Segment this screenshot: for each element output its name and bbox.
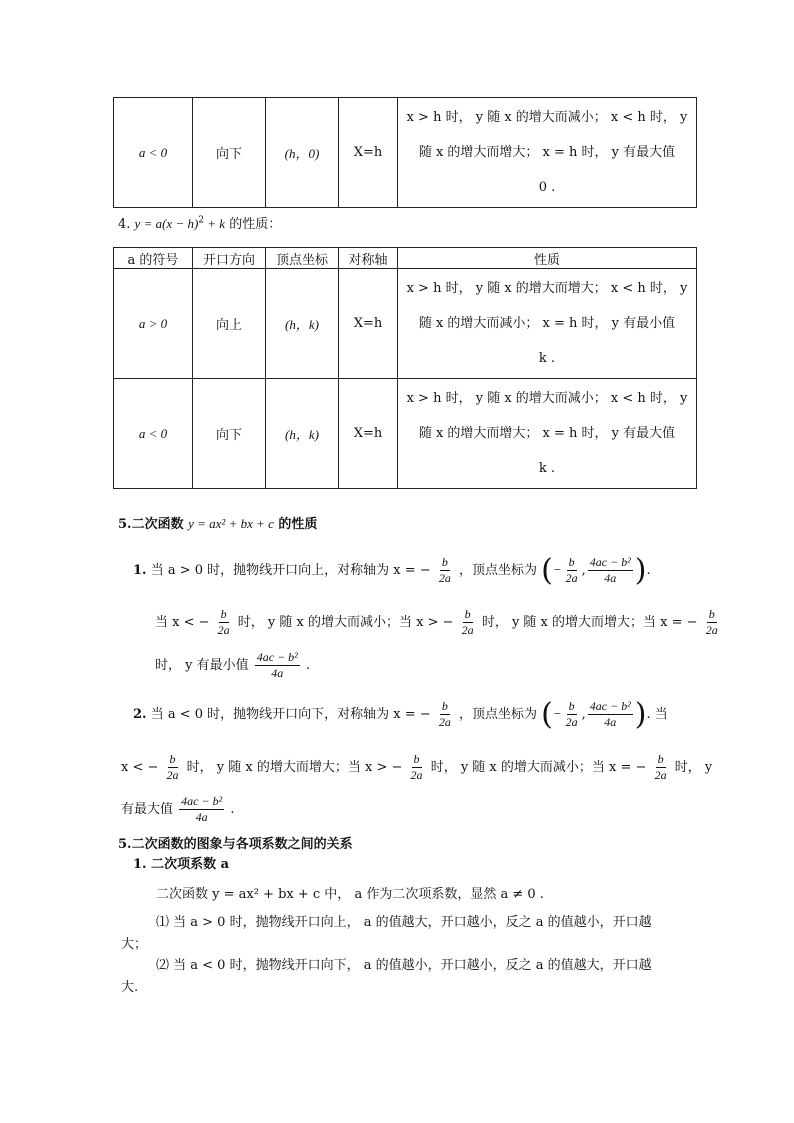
- numerator: b: [169, 752, 176, 766]
- text-run: 当 x < −: [155, 615, 210, 630]
- table-row: [114, 98, 697, 208]
- denominator: 4a: [271, 666, 284, 680]
- text-run: 时， y 随 x 的增大而减小；当 x = −: [430, 760, 647, 775]
- denominator: 2a: [438, 571, 451, 585]
- properties-cell: [398, 98, 697, 208]
- axis-cell: X=h: [339, 379, 398, 489]
- text-run: 时， y: [674, 760, 713, 775]
- formula-exponent: 2: [198, 215, 205, 226]
- fraction: [179, 794, 224, 825]
- denominator: 2a: [565, 715, 578, 729]
- paragraph: 二次函数 y = ax² + bx + c 中， a 作为二次项系数，显然 a ≠ 0 .: [156, 887, 544, 902]
- fraction: [588, 699, 633, 730]
- paragraph-line: 大.: [121, 980, 139, 995]
- denominator: 4a: [604, 715, 617, 729]
- header-sign: a 的符号: [114, 248, 193, 269]
- denominator: 4a: [195, 810, 208, 824]
- text-run: ，顶点坐标为: [458, 563, 537, 578]
- item-2-line-2: [121, 752, 712, 783]
- header-axis: 对称轴: [339, 248, 398, 269]
- header-direction: 开口方向: [193, 248, 266, 269]
- text-run: 当 a > 0 时，抛物线开口向上，对称轴为 x = −: [150, 563, 431, 578]
- denominator: 2a: [461, 623, 474, 637]
- section-5-title: [118, 513, 317, 532]
- properties-line: 随 x 的增大而增大； x = h 时， y 有最大值: [418, 426, 676, 441]
- item-number: 2.: [133, 707, 147, 722]
- text-run: 有最大值: [121, 802, 174, 817]
- item-number: 1.: [133, 563, 147, 578]
- denominator: 4a: [604, 571, 617, 585]
- paragraph: [121, 912, 681, 956]
- sign-cell: a < 0: [114, 98, 193, 208]
- axis-cell: X=h: [339, 269, 398, 379]
- title-formula: y = ax² + bx + c: [188, 516, 274, 531]
- denominator: 2a: [166, 768, 179, 782]
- numerator: b: [441, 699, 448, 713]
- section-label: 的性质：: [229, 217, 282, 232]
- denominator: 2a: [438, 715, 451, 729]
- fraction: [588, 555, 633, 586]
- denominator: 2a: [410, 768, 423, 782]
- properties-line: x > h 时， y 随 x 的增大而增大； x < h 时， y: [406, 281, 688, 296]
- text-run: 时， y 随 x 的增大而增大；当 x = −: [481, 615, 698, 630]
- item-1-line-2: [155, 607, 722, 638]
- denominator: 2a: [217, 623, 230, 637]
- text-run: .: [305, 658, 311, 673]
- paragraph-line: ⑵ 当 a < 0 时，抛物线开口向下， a 的值越小，开口越小，反之 a 的值越大，开口越: [156, 958, 652, 973]
- numerator: 4ac − b²: [181, 794, 223, 808]
- vertex-cell: (h，0): [266, 98, 339, 208]
- right-paren: ): [634, 553, 647, 588]
- properties-line: x > h 时， y 随 x 的增大而减小； x < h 时， y: [406, 110, 688, 125]
- paragraph: [121, 955, 681, 999]
- properties-line: 随 x 的增大而减小； x = h 时， y 有最小值: [418, 316, 676, 331]
- sign-cell: a > 0: [114, 269, 193, 379]
- fraction: [165, 752, 181, 783]
- properties-line: k .: [538, 461, 556, 476]
- title-prefix: 5.二次函数: [118, 517, 189, 532]
- axis-cell: X=h: [339, 98, 398, 208]
- properties-line: x > h 时， y 随 x 的增大而减小； x < h 时， y: [406, 391, 688, 406]
- vertex-form-formula: y = a(x − h): [134, 216, 199, 231]
- vertex-form-properties-table: [113, 247, 697, 489]
- fraction: [255, 650, 300, 681]
- title-suffix: 的性质: [273, 517, 318, 532]
- item-2-line-3: [121, 794, 234, 825]
- numerator: b: [220, 607, 227, 621]
- item-1-line-3: [155, 650, 310, 681]
- properties-line: 随 x 的增大而增大； x = h 时， y 有最大值: [418, 145, 676, 160]
- numerator: b: [568, 699, 575, 713]
- fraction: [437, 699, 453, 730]
- header-vertex: 顶点坐标: [266, 248, 339, 269]
- numerator: b: [708, 607, 715, 621]
- right-paren: ): [634, 697, 647, 732]
- properties-cell: [398, 379, 697, 489]
- table-row: [114, 379, 697, 489]
- sign-cell: a < 0: [114, 379, 193, 489]
- item-2-line-1: 2. 当 a < 0 时，抛物线开口向下，对称轴为 x = − $\frac{b}{2a}$ ，顶点坐标为 (− $\frac{b}{2a}$ , $\frac{\text{4ac − b²}}{4a}$ ). 当: [133, 697, 668, 732]
- denominator: 2a: [654, 768, 667, 782]
- fraction: [460, 607, 476, 638]
- numerator: 4ac − b²: [589, 699, 631, 713]
- direction-cell: 向下: [193, 98, 266, 208]
- text-run: . 当: [646, 707, 668, 722]
- paragraph-line: ⑴ 当 a > 0 时，抛物线开口向上， a 的值越大，开口越小，反之 a 的值越小，开口越: [156, 915, 652, 930]
- subsection-1-title: 1. 二次项系数 a: [133, 857, 230, 872]
- text-run: 时， y 随 x 的增大而减小；当 x > −: [237, 615, 454, 630]
- numerator: b: [464, 607, 471, 621]
- text-run: ，顶点坐标为: [458, 707, 537, 722]
- header-properties: 性质: [398, 248, 697, 269]
- section-4-heading: [118, 213, 281, 232]
- properties-cell: [398, 269, 697, 379]
- left-paren: (: [541, 553, 553, 588]
- direction-cell: 向下: [193, 379, 266, 489]
- section-5b-title: 5.二次函数的图象与各项系数之间的关系: [118, 837, 353, 852]
- fraction: [564, 699, 580, 730]
- numerator: 4ac − b²: [256, 650, 298, 664]
- paragraph-line: 大；: [121, 937, 148, 952]
- denominator: 2a: [565, 571, 578, 585]
- vertex-cell: (h，k): [266, 269, 339, 379]
- fraction: [704, 607, 720, 638]
- fraction: [216, 607, 232, 638]
- section-number: 4.: [118, 217, 131, 232]
- numerator: b: [568, 555, 575, 569]
- fraction: [409, 752, 425, 783]
- text-run: .: [230, 802, 235, 817]
- properties-table-continued: [113, 97, 697, 208]
- numerator: b: [657, 752, 664, 766]
- table-row: [114, 269, 697, 379]
- text-run: 时， y 有最小值: [155, 658, 249, 673]
- left-paren: (: [541, 697, 553, 732]
- text-run: 当 a < 0 时，抛物线开口向下，对称轴为 x = −: [150, 707, 431, 722]
- text-run: 时， y 随 x 的增大而增大；当 x > −: [186, 760, 403, 775]
- properties-line: k .: [538, 351, 556, 366]
- formula-tail: + k: [204, 216, 226, 231]
- numerator: b: [441, 555, 448, 569]
- vertex-cell: (h，k): [266, 379, 339, 489]
- fraction: [653, 752, 669, 783]
- fraction: [564, 555, 580, 586]
- denominator: 2a: [705, 623, 718, 637]
- numerator: b: [413, 752, 420, 766]
- table-header-row: [114, 248, 697, 269]
- item-1-line-1: 1. 当 a > 0 时，抛物线开口向上，对称轴为 x = − $\frac{b}{2a}$ ，顶点坐标为 (− $\frac{b}{2a}$ , $\frac{\text{4ac − b²}}{4a}$ ).: [133, 553, 651, 588]
- direction-cell: 向上: [193, 269, 266, 379]
- numerator: 4ac − b²: [589, 555, 631, 569]
- text-run: x < −: [121, 760, 159, 775]
- properties-line: 0 .: [538, 180, 556, 195]
- fraction: [437, 555, 453, 586]
